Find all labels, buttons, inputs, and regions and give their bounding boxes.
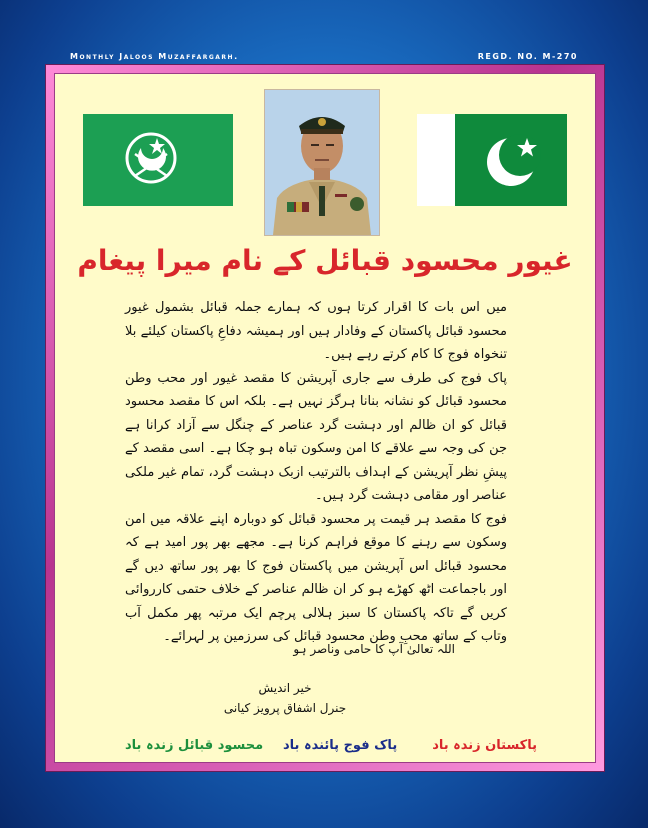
slogan-pakistan: پاکستان زندہ باد	[432, 738, 537, 753]
magazine-name: Monthly Jaloos Muzaffargarh.	[70, 52, 239, 61]
closing-prayer: اللہ تعالیٰ آپ کا حامی وناصر ہو	[293, 642, 455, 656]
army-crossed-swords-crescent-star-icon	[83, 114, 233, 206]
message-page	[54, 73, 596, 763]
message-title: غیور محسود قبائل کے نام میرا پیغام	[77, 244, 573, 277]
paragraph-2: پاک فوج کی طرف سے جاری آپریشن کا مقصد غیور اور محب وطن محسود قبائل کو نشانہ بنانا ہرگز نہیں ہے۔ بلکہ اس کا مقصد محسود قبائل کو ان ظالم اور دہشت گرد عناصر کے چنگل سے آزاد کرانا ہے جن کی وجہ سے علاقے کا امن وسکون تباہ ہو چکا ہے۔ اسی مقصد کے پیشِ نظر آپریشن کے اہداف بالترتیب ازبک دہشت گرد، تمام غیر ملکی عناصر اور مقامی دہشت گرد ہیں۔	[125, 370, 507, 503]
portrait-image	[265, 90, 379, 235]
message-body	[125, 296, 507, 649]
paragraph-1: میں اس بات کا اقرار کرتا ہوں کہ ہمارے جملہ قبائل بشمول غیور محسود قبائل پاکستان کے وفادار ہیں اور ہمیشہ دفاعِ پاکستان کیلئے بلا تنخواہ فوج کا کام کرتے رہے ہیں۔	[125, 300, 507, 362]
general-portrait	[264, 89, 380, 236]
page-frame	[45, 64, 605, 772]
slogan-mehsud: محسود قبائل زندہ باد	[125, 738, 264, 753]
registration-number: REGD. NO. M-270	[477, 52, 578, 61]
slogan-army: پاک فوج پائندہ باد	[283, 738, 398, 753]
pakistan-flag	[417, 114, 567, 206]
signature-salutation: خیر اندیش	[258, 681, 312, 695]
army-flag	[83, 114, 233, 206]
signature-name: جنرل اشفاق پرویز کیانی	[223, 701, 347, 715]
signature-block	[205, 678, 365, 718]
crescent-and-star-icon	[417, 114, 567, 206]
paragraph-3: فوج کا مقصد ہر قیمت پر محسود قبائل کو دوبارہ اپنے علاقہ میں امن وسکون سے رہنے کا موقع فراہم کرنا ہے۔ مجھے بھر پور امید ہے کہ محسود قبائل اس آپریشن میں پاکستان فوج کا بھر پور ساتھ دیں گے اور باجماعت اٹھ کھڑے ہو کر ان ظالم عناصر کے خلاف حتمی کارروائی کریں گے تاکہ پاکستان کا سبز ہلالی پرچم ایک مرتبہ پھر مکمل آب وتاب کے ساتھ محبِ وطن محسود قبائل کی سرزمین پر لہرائے۔	[125, 511, 507, 644]
